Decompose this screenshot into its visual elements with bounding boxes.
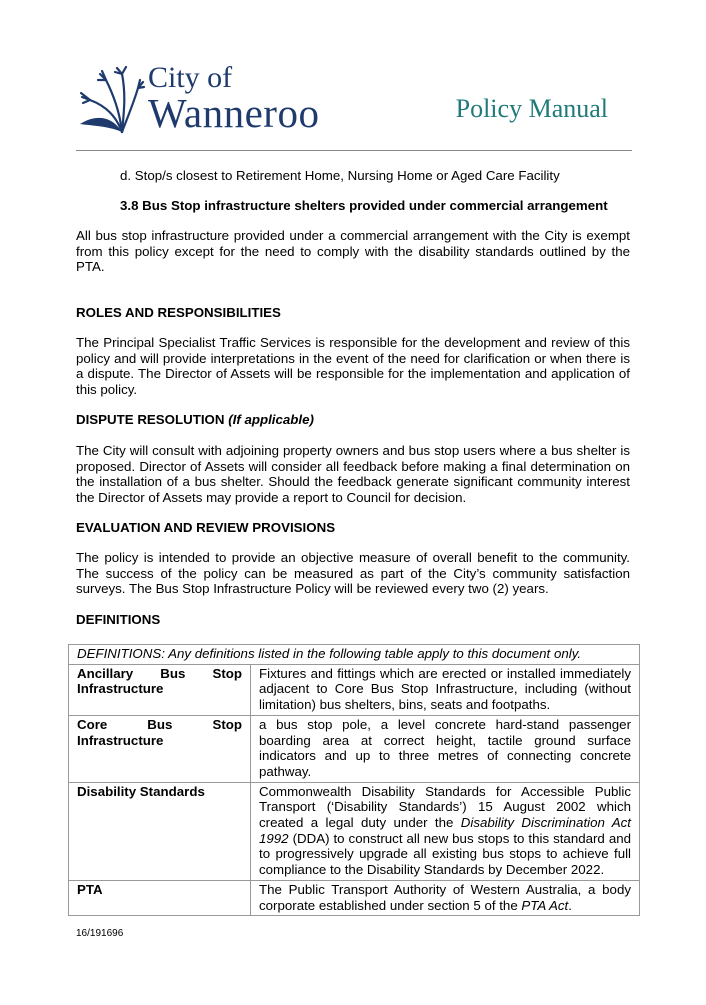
heading-dispute xyxy=(76,412,314,428)
definition-text xyxy=(251,880,640,915)
definition-text-part: . xyxy=(568,897,572,913)
paragraph-roles: The Principal Specialist Traffic Services is responsible for the development and review of this policy and will provide interpretations in the event of the need for clarification or when there is a dispute. The Director of Assets will be responsible for the implementation and application of this policy. xyxy=(76,335,630,398)
policy-manual-title: Policy Manual xyxy=(455,94,608,123)
definition-term: Ancillary Bus Stop Infrastructure xyxy=(69,664,251,715)
paragraph-dispute: The City will consult with adjoining property owners and bus stop users where a bus shelter is proposed. Director of Assets will consider all feedback before making a final determination on the installation of a bus shelter. Should the feedback generate significant community interest the Director of Assets may provide a report to Council for decision. xyxy=(76,443,630,506)
table-row xyxy=(69,664,640,715)
list-item-d: d. Stop/s closest to Retirement Home, Nursing Home or Aged Care Facility xyxy=(120,168,560,183)
definitions-intro: DEFINITIONS: Any definitions listed in the following table apply to this document only. xyxy=(69,645,640,665)
table-row xyxy=(69,880,640,915)
definition-term: Disability Standards xyxy=(69,782,251,880)
definition-text-italic: PTA Act xyxy=(521,897,569,913)
kangaroo-paw-emblem-icon xyxy=(76,66,146,134)
definition-text: a bus stop pole, a level concrete hard-stand passenger boarding area at correct height, tactile ground surface indicators and up to three metres of connecting concrete pathway. xyxy=(251,715,640,782)
logo-wanneroo-text: Wanneroo xyxy=(148,90,320,136)
document-reference: 16/191696 xyxy=(76,928,124,939)
paragraph-evaluation: The policy is intended to provide an objective measure of overall benefit to the community. The success of the policy can be measured as part of the City’s community satisfaction surveys. The Bus Stop Infrastructure Policy will be reviewed every two (2) years. xyxy=(76,550,630,597)
definition-term: PTA xyxy=(69,880,251,915)
heading-dispute-note: (If applicable) xyxy=(228,412,314,427)
definition-text-italic: Disability Discrimination Act 1992 xyxy=(259,815,631,846)
definition-text-part: (DDA) to construct all new bus stops to this standard and to progressively upgrade all existing bus stops to achieve full compliance to the Disability Standards by December 2022. xyxy=(259,830,631,878)
table-row xyxy=(69,782,640,880)
heading-dispute-text: DISPUTE RESOLUTION xyxy=(76,412,225,427)
logo-city-text: City of xyxy=(148,61,233,94)
paragraph-3-8: All bus stop infrastructure provided under a commercial arrangement with the City is exempt from this policy except for the need to comply with the disability standards outlined by the PTA. xyxy=(76,228,630,275)
definitions-table xyxy=(68,644,640,916)
subheading-3-8: 3.8 Bus Stop infrastructure shelters provided under commercial arrangement xyxy=(120,198,608,213)
heading-definitions: DEFINITIONS xyxy=(76,612,161,627)
heading-roles: ROLES AND RESPONSIBILITIES xyxy=(76,305,281,320)
definition-term: Core Bus Stop Infrastructure xyxy=(69,715,251,782)
table-row xyxy=(69,715,640,782)
definition-text xyxy=(251,782,640,880)
table-row xyxy=(69,645,640,665)
definition-text-part: Commonwealth Disability Standards for Accessible Public Transport (‘Disability Standards’) 15 August 2002 which created a legal duty under the xyxy=(259,783,631,831)
city-logo xyxy=(76,62,326,134)
header-divider xyxy=(76,150,632,151)
definition-text-part: The Public Transport Authority of Western Australia, a body corporate established under section 5 of the xyxy=(259,881,631,913)
definition-text: Fixtures and fittings which are erected or installed immediately adjacent to Core Bus Stop Infrastructure, including (without limitation) bus shelters, bins, seats and footpaths. xyxy=(251,664,640,715)
heading-evaluation: EVALUATION AND REVIEW PROVISIONS xyxy=(76,520,336,535)
